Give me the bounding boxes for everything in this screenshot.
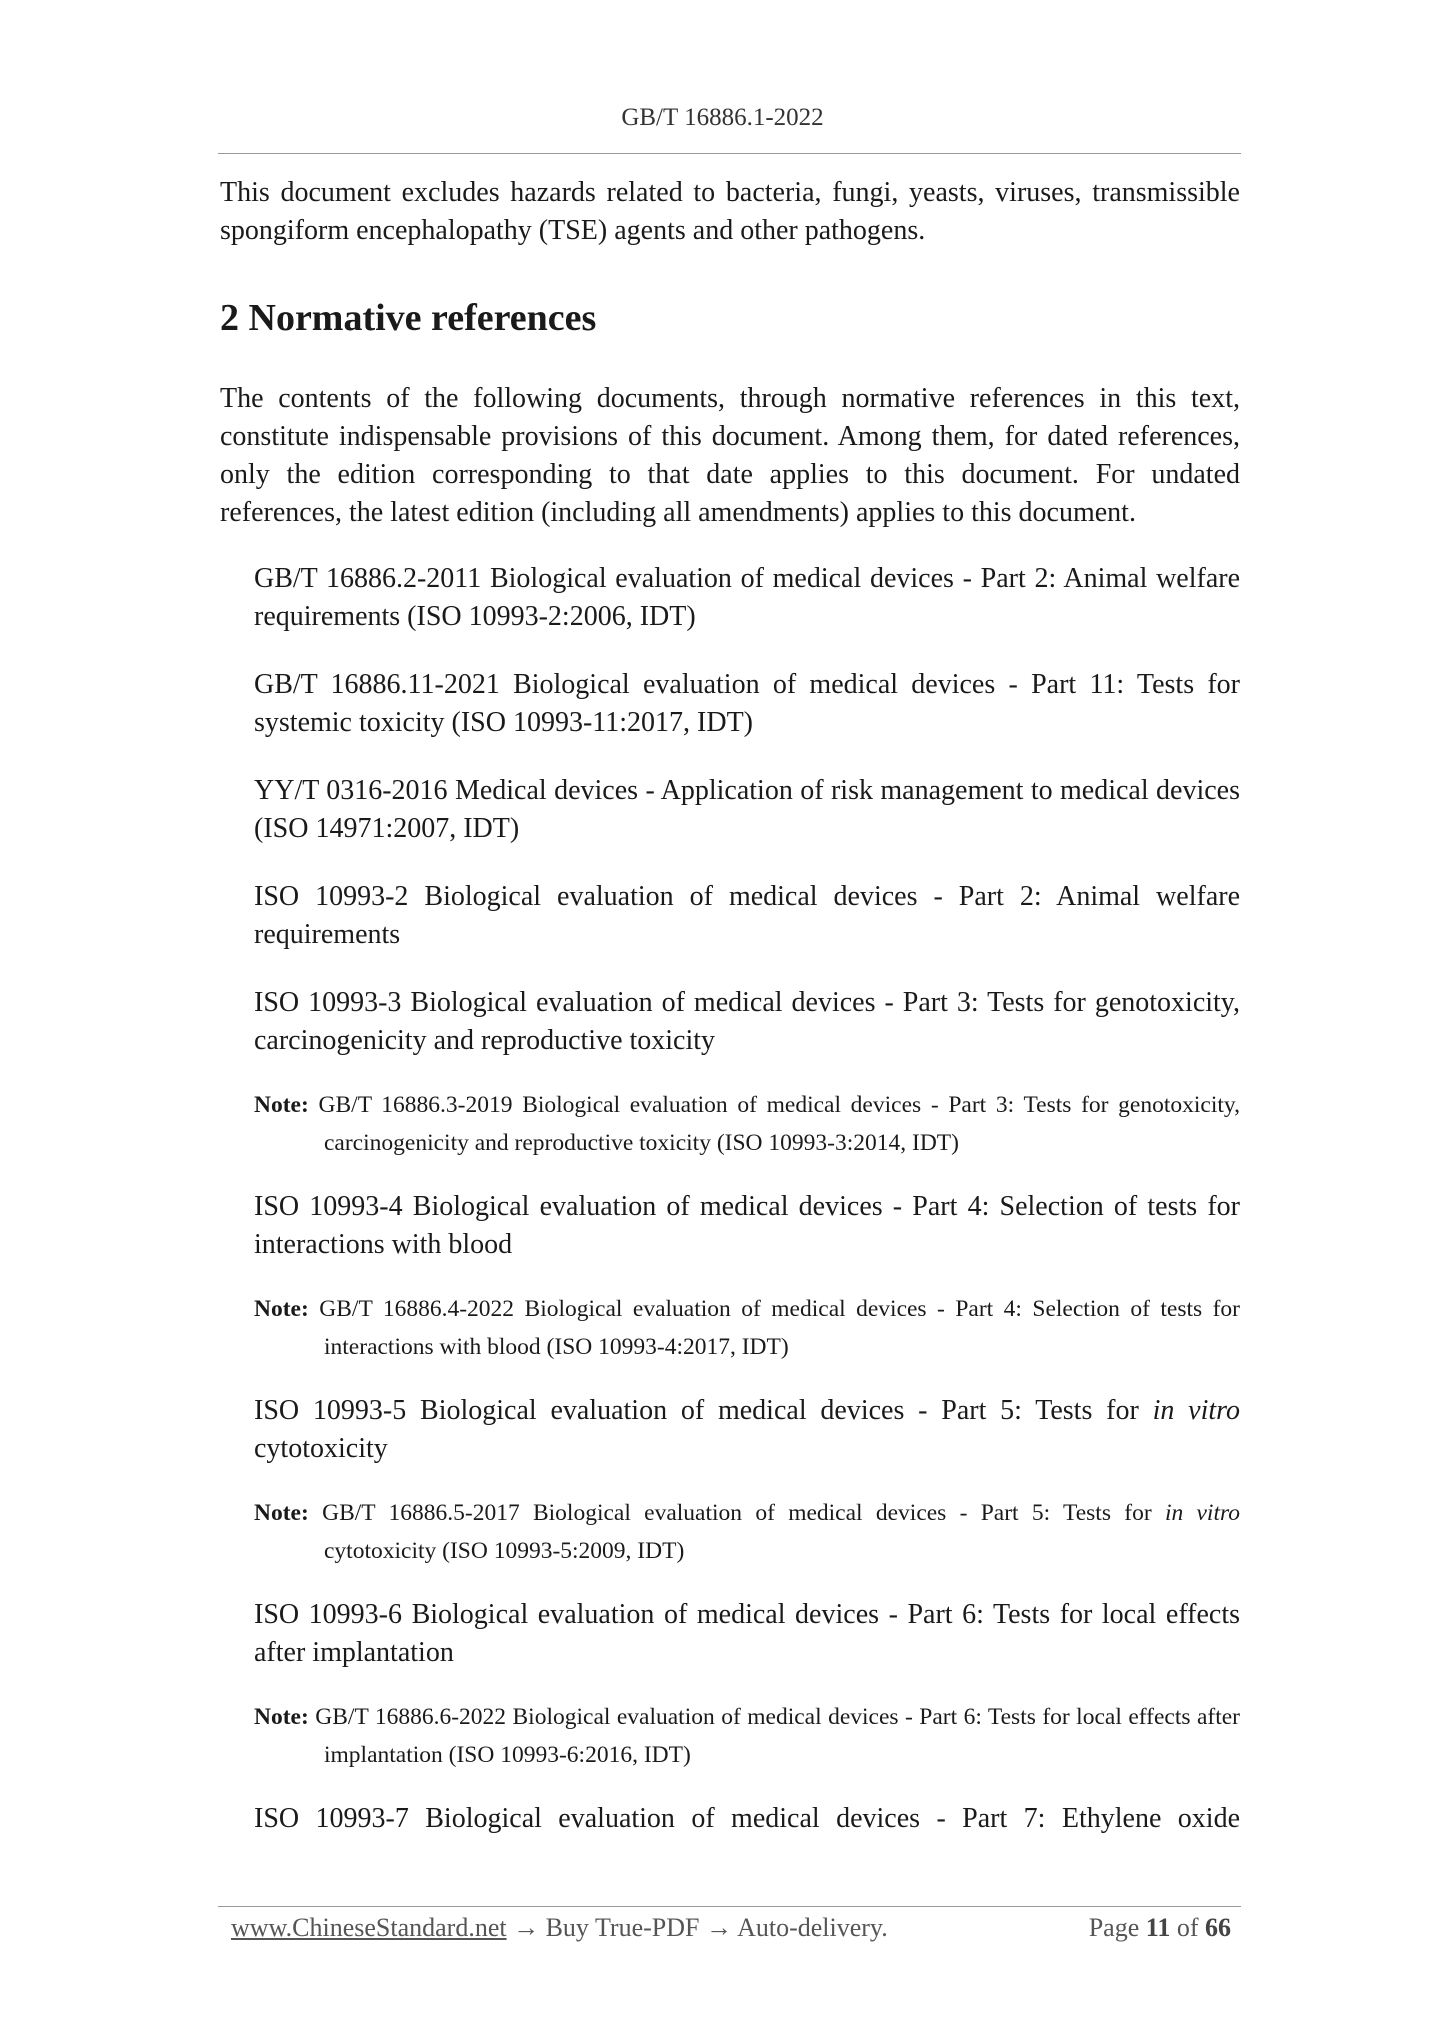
arrow-right-icon: → [513, 1913, 540, 1942]
arrow-right-icon: → [706, 1913, 732, 1942]
footer-website-link[interactable]: www.ChineseStandard.net [231, 1913, 507, 1942]
section-body: The contents of the following documents, through normative references in this text, constitute indispensable provisions of this document. Among them, for dated references, only the edition corresponding to that date applies to this document. For undated references, the latest edition (including all amendments) applies to this document. [220, 383, 1240, 528]
reference-item: ISO 10993-5 Biological evaluation of medical devices - Part 5: Tests for in vitro cytotoxicity [254, 1395, 1240, 1464]
reference-note [254, 1494, 1240, 1570]
note-label: Note: [254, 1092, 309, 1118]
reference-item: ISO 10993-2 Biological evaluation of medical devices - Part 2: Animal welfare requirements [254, 881, 1240, 950]
reference-item: ISO 10993-4 Biological evaluation of medical devices - Part 4: Selection of tests for interactions with blood [254, 1191, 1240, 1260]
note-label: Note: [254, 1704, 309, 1730]
footer-delivery-text: Auto-delivery. [737, 1913, 888, 1942]
page-footer [231, 1910, 1231, 1946]
note-text: GB/T 16886.4-2022 Biological evaluation of medical devices - Part 4: Selection of tests for interactions with blood (ISO 10993-4:2017, IDT) [319, 1296, 1240, 1360]
intro-paragraph: This document excludes hazards related to bacteria, fungi, yeasts, viruses, transmissible spongiform encephalopathy (TSE) agents and other pathogens. [220, 177, 1240, 246]
document-body [220, 174, 1240, 1838]
reference-item: ISO 10993-7 Biological evaluation of medical devices - Part 7: Ethylene oxide [254, 1803, 1240, 1834]
note-text: GB/T 16886.3-2019 Biological evaluation of medical devices - Part 3: Tests for genotoxicity, carcinogenicity and reproductive toxicity (ISO 10993-3:2014, IDT) [318, 1092, 1241, 1156]
section-heading: 2 Normative references [220, 297, 597, 339]
note-text: GB/T 16886.6-2022 Biological evaluation of medical devices - Part 6: Tests for local effects after implantation (ISO 10993-6:2016, IDT) [315, 1704, 1241, 1768]
page-number: Page 11 of 66 [1088, 1913, 1231, 1942]
page-header-title: GB/T 16886.1-2022 [621, 104, 824, 131]
reference-item: YY/T 0316-2016 Medical devices - Application of risk management to medical devices (ISO 14971:2007, IDT) [254, 775, 1240, 844]
note-label: Note: [254, 1500, 309, 1526]
reference-note [254, 1086, 1240, 1162]
reference-item: ISO 10993-6 Biological evaluation of medical devices - Part 6: Tests for local effects after implantation [254, 1599, 1240, 1668]
reference-note [254, 1698, 1240, 1774]
reference-item: GB/T 16886.11-2021 Biological evaluation of medical devices - Part 11: Tests for systemic toxicity (ISO 10993-11:2017, IDT) [254, 669, 1240, 738]
reference-item: GB/T 16886.2-2011 Biological evaluation of medical devices - Part 2: Animal welfare requirements (ISO 10993-2:2006, IDT) [254, 563, 1240, 632]
footer-buy-text: Buy True-PDF [545, 1913, 700, 1942]
footer-divider [218, 1906, 1241, 1907]
note-text: GB/T 16886.5-2017 Biological evaluation of medical devices - Part 5: Tests for in vitro cytotoxicity (ISO 10993-5:2009, IDT) [322, 1500, 1241, 1564]
note-label: Note: [254, 1296, 309, 1322]
reference-item: ISO 10993-3 Biological evaluation of medical devices - Part 3: Tests for genotoxicity, carcinogenicity and reproductive toxicity [254, 987, 1240, 1056]
reference-note [254, 1290, 1240, 1366]
header-divider [218, 153, 1241, 154]
